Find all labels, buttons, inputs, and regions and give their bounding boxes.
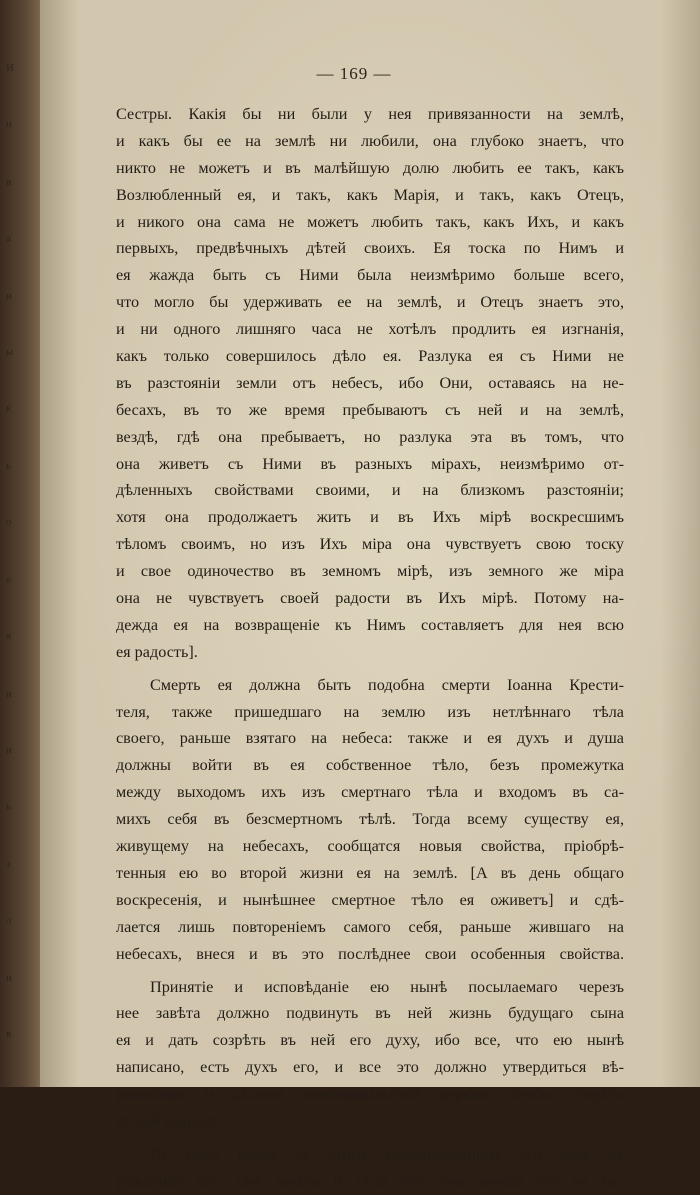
- text-line: рованіями и дѣлами новоизраильской церкви, чтобы созрѣть: [116, 1085, 624, 1104]
- text-line: должны войти въ ея собственное тѣло, безъ промежутка: [116, 756, 624, 775]
- text-line: дежда ея на возвращеніе къ Нимъ составляетъ для нея всю: [116, 615, 624, 634]
- left-page-fragment-char: е: [6, 574, 11, 586]
- text-line: ея радость].: [116, 642, 198, 661]
- text-line: лается лишь повтореніемъ самого себя, раньше жившаго на: [116, 917, 624, 936]
- text-line: Принятіе и исповѣданіе ею нынѣ посылаемаго черезъ: [150, 977, 624, 996]
- left-page-fragment-char: н: [6, 118, 12, 130]
- text-line: рожденію его, она зачала и тѣло его; она зачала его на не-: [116, 1171, 624, 1190]
- left-page-fragment-char: л: [6, 914, 12, 926]
- text-line: первыхъ, предвѣчныхъ дѣтей своихъ. Ея тоска по Нимъ и: [116, 239, 624, 258]
- left-page-fragment-char: к: [6, 402, 12, 414]
- left-page-fragment-char: в: [6, 176, 12, 188]
- text-line: она не чувствуетъ своей радости въ Ихъ мірѣ. Потому на-: [116, 589, 624, 608]
- text-line: воскресенія, и нынѣшнее смертное тѣло ея оживетъ] и сдѣ-: [116, 890, 624, 909]
- text-line: какъ только совершилось дѣло ея. Разлука ея съ Ними не: [116, 347, 624, 366]
- text-line: и какъ бы ее на землѣ ни любили, она глубоко знаетъ, что: [116, 131, 624, 150]
- text-line: вездѣ, гдѣ она пребываетъ, но разлука эта въ томъ, что: [116, 427, 624, 446]
- left-page-fragment-char: и: [6, 290, 12, 302]
- page-number: — 169 —: [316, 64, 392, 83]
- text-line: въ разстояніи земли отъ небесъ, ибо Они, оставаясь на не-: [116, 373, 624, 392]
- text-line: теля, также пришедшаго на землю изъ нетлѣннаго тѣла: [116, 702, 624, 721]
- left-page-fragment-char: ь: [6, 460, 12, 472]
- text-line: дѣленныхъ свойствами своими, и на близкомъ разстояніи;: [116, 481, 624, 500]
- text-line: она живетъ съ Ними въ разныхъ мірахъ, неизмѣримо от-: [116, 454, 624, 473]
- text-line: нее завѣта должно подвинуть въ ней жизнь будущаго сына: [116, 1004, 624, 1023]
- text-line: тенныя ею во второй жизни ея на землѣ. [А въ день общаго: [116, 863, 624, 882]
- text-line: и свое одиночество въ земномъ мірѣ, изъ земного же міра: [116, 562, 624, 581]
- text-line: написано, есть духъ его, и все это должно утвердиться вѣ-: [116, 1058, 624, 1077]
- text-line: Возлюбленный ея, и такъ, какъ Марія, и такъ, какъ Отецъ,: [116, 185, 624, 204]
- text-line: Въ одно время съ этимъ подготовленіемъ его духа къ: [150, 1144, 624, 1163]
- left-page-fragment-char: н: [6, 744, 12, 756]
- text-line: въ ней сынъ ея.: [116, 1111, 223, 1130]
- text-line: своего, раньше взятаго на небеса: также и ея духъ и душа: [116, 729, 624, 748]
- text-line: живущему на небесахъ, сообщатся новыя свойства, пріобрѣ-: [116, 837, 624, 856]
- text-line: никто не можетъ и въ малѣйшую долю любить ее такъ, какъ: [116, 158, 624, 177]
- text-line: ея и дать созрѣть въ ней его духу, ибо все, что ею нынѣ: [116, 1031, 624, 1050]
- text-line: ея жажда быть съ Ними была неизмѣримо больше всего,: [116, 266, 624, 285]
- left-page-fragment-char: И: [6, 62, 14, 74]
- body-text: [116, 101, 624, 1195]
- text-line: и никого она сама не можетъ любить такъ, какъ Ихъ, и какъ: [116, 212, 624, 231]
- left-page-fragment-char: я: [6, 630, 12, 642]
- left-page-fragment-char: а: [6, 232, 11, 244]
- text-line: Сестры. Какія бы ни были у нея привязанности на землѣ,: [116, 105, 624, 123]
- left-page-fragment-char: и: [6, 688, 12, 700]
- text-line: тѣломъ своимъ, но изъ Ихъ міра она чувствуетъ свою тоску: [116, 535, 624, 554]
- left-page-fragment-char: ь: [6, 800, 12, 812]
- left-page-fragment-char: ы: [6, 346, 14, 358]
- text-line: хотя она продолжаетъ жить и въ Ихъ мірѣ воскресшимъ: [116, 508, 624, 527]
- text-line: между выходомъ ихъ изъ смертнаго тѣла и входомъ въ са-: [116, 783, 624, 802]
- text-line: бесахъ, въ то же время пребываютъ съ ней и на землѣ,: [116, 400, 624, 419]
- text-line: Смерть ея должна быть подобна смерти Іоанна Крести-: [150, 675, 624, 694]
- text-line: и ни одного лишняго часа не хотѣлъ продлить ея изгнанія,: [116, 320, 624, 339]
- text-line: что могло бы удерживать ее на землѣ, и Отецъ знаетъ это,: [116, 293, 624, 312]
- book-page: [40, 0, 700, 1190]
- text-line: михъ себя въ безсмертномъ тѣлѣ. Тогда всему существу ея,: [116, 810, 624, 829]
- left-page-fragment-char: о: [6, 516, 12, 528]
- text-line: небесахъ, внеся и въ это послѣднее свои особенныя свойства.: [116, 944, 624, 963]
- left-page-edge: [0, 0, 44, 1087]
- left-page-fragment-char: и: [6, 972, 12, 984]
- left-page-fragment-char: з: [6, 858, 11, 870]
- left-page-fragment-char: в: [6, 1028, 12, 1040]
